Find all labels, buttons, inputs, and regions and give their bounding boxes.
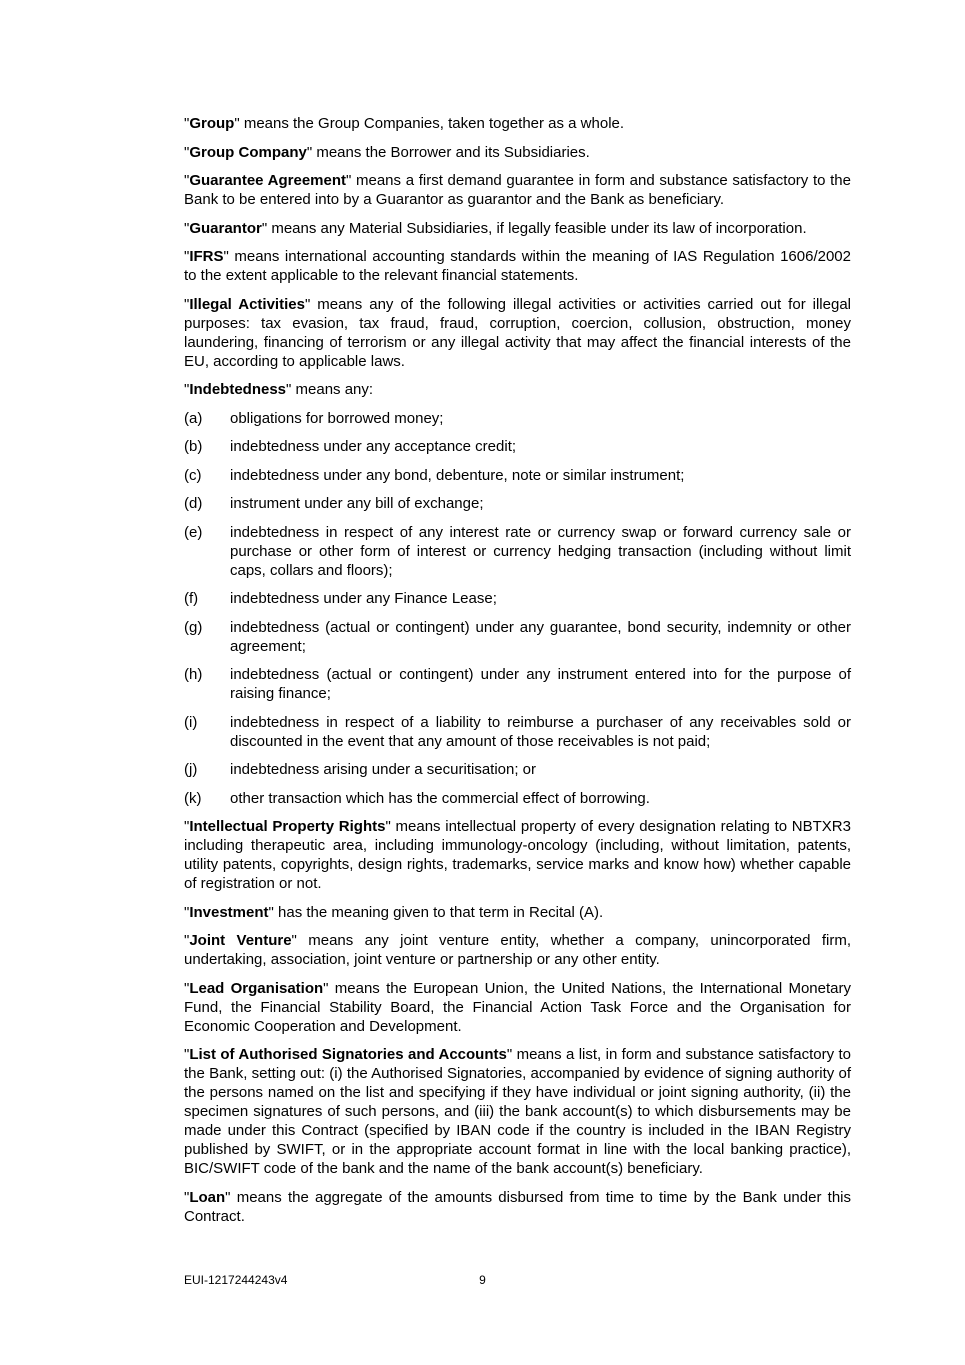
list-item-label: (b): [184, 438, 203, 455]
definition-term: Indebtedness: [189, 381, 287, 398]
definition-term: IFRS: [189, 248, 224, 265]
list-item-label: (a): [184, 409, 203, 427]
list-item-label: (h): [184, 666, 203, 683]
list-item-label: (k): [184, 789, 202, 807]
definition-joint-venture: "Joint Venture" means any joint venture entity, whether a company, unincorporated firm, undertaking, association, joint venture or partnership or any other entity.: [184, 932, 851, 968]
definition-text: means a first demand guarantee in form and substance satisfactory to the Bank to be entered into by a Guarantor as guarantor and the Bank as beneficiary.: [184, 172, 851, 208]
definition-text: means any:: [291, 381, 374, 398]
list-item-text: instrument under any bill of exchange;: [230, 495, 484, 512]
list-item: [184, 466, 851, 485]
definition-guarantor: "Guarantor" means any Material Subsidiaries, if legally feasible under its law of incorporation.: [184, 219, 807, 237]
definition-term: Joint Venture: [189, 932, 292, 949]
definition-term: Loan: [189, 1188, 226, 1206]
definition-term: Group Company: [189, 143, 307, 161]
list-item-text: indebtedness arising under a securitisation; or: [230, 761, 537, 778]
definition-group: "Group" means the Group Companies, taken together as a whole.: [184, 115, 625, 132]
document-body: [184, 114, 851, 1235]
list-item-label: (f): [184, 590, 199, 607]
definition-text: means the aggregate of the amounts disbursed from time to time by the Bank under this Contract.: [184, 1188, 851, 1225]
definition-term: Guarantor: [189, 219, 262, 237]
list-item-label: (g): [184, 618, 203, 636]
definition-lead-organisation: "Lead Organisation" means the European Union, the United Nations, the International Monetary Fund, the Financial Stability Board, the Financial Action Task Force and the Organisation for Economic Cooperation and Development.: [184, 979, 851, 1035]
list-item-label: (c): [184, 466, 202, 484]
definition-text: means the European Union, the United Nations, the International Monetary Fund, the Financial Stability Board, the Financial Action Task Force and the Organisation for Economic Cooperation and Development.: [184, 979, 851, 1035]
list-item-text: indebtedness under any Finance Lease;: [230, 590, 497, 607]
definition-ifrs: "IFRS" means international accounting standards within the meaning of IAS Regulation 1606/2002 to the extent applicable to the relevant financial statements.: [184, 248, 851, 284]
list-item-label: (e): [184, 523, 203, 541]
definition-text: means a list, in form and substance satisfactory to the Bank, setting out: (i) the Authorised Signatories, accompanied by evidence of signing authority of the persons named on the list and specifying if they have individual or joint signing authority, (ii) the specimen signatures of such persons, and (iii) the bank account(s) to which disbursements may be made under this Contract (specified by IBAN code if the country is included in the IBAN Registry published by SWIFT, or in the appropriate account format in line with the local banking practice), BIC/SWIFT code of the bank and the name of the bank account(s) beneficiary.: [184, 1046, 851, 1177]
list-item-text: indebtedness (actual or contingent) under any guarantee, bond security, indemnity or other agreement;: [230, 618, 851, 655]
indebtedness-list: [184, 409, 851, 808]
definition-term: Lead Organisation: [189, 979, 324, 997]
definition-text: means international accounting standards within the meaning of IAS Regulation 1606/2002 to the extent applicable to the relevant financial statements.: [184, 248, 851, 284]
list-item: [184, 523, 851, 580]
definition-text: means intellectual property of every designation relating to NBTXR3 including therapeutic area, including immunology-oncology (including, without limitation, patents, utility patents, copyrights, design rights, trademarks, service marks and know how) whether capable of registration or not.: [184, 818, 851, 892]
definition-investment: "Investment" has the meaning given to that term in Recital (A).: [184, 903, 604, 921]
definition-term: List of Authorised Signatories and Accounts: [189, 1046, 507, 1063]
definition-text: means the Borrower and its Subsidiaries.: [312, 143, 590, 161]
definition-text: means any joint venture entity, whether a company, unincorporated firm, undertaking, association, joint venture or partnership or any other entity.: [184, 932, 851, 968]
definition-term: Illegal Activities: [189, 295, 305, 313]
definition-indebtedness: "Indebtedness" means any:: [184, 381, 374, 398]
list-item-text: indebtedness under any bond, debenture, note or similar instrument;: [230, 466, 685, 484]
list-item: [184, 589, 851, 608]
list-item: [184, 665, 851, 703]
list-item: [184, 760, 851, 779]
list-item-text: indebtedness in respect of any interest rate or currency swap or forward currency sale or purchase or other form of interest or currency hedging transaction (including without limit caps, collars and floors);: [230, 523, 851, 579]
list-item: [184, 409, 851, 428]
definition-guarantee-agreement: "Guarantee Agreement" means a first demand guarantee in form and substance satisfactory to the Bank to be entered into by a Guarantor as guarantor and the Bank as beneficiary.: [184, 172, 851, 208]
list-item-text: indebtedness (actual or contingent) under any instrument entered into for the purpose of raising finance;: [230, 666, 851, 702]
definition-illegal-activities: "Illegal Activities" means any of the following illegal activities or activities carried out for illegal purposes: tax evasion, tax fraud, fraud, corruption, coercion, collusion, obstruction, money laundering, financing of terrorism or any illegal activity that may affect the financial interests of the EU, according to applicable laws.: [184, 295, 852, 370]
list-item: [184, 494, 851, 513]
list-item: [184, 713, 851, 751]
definition-intellectual-property-rights: "Intellectual Property Rights" means intellectual property of every designation relating to NBTXR3 including therapeutic area, including immunology-oncology (including, without limitation, patents, utility patents, copyrights, design rights, trademarks, service marks and know how) whether capable of registration or not.: [184, 818, 851, 892]
list-item-text: indebtedness in respect of a liability to reimburse a purchaser of any receivables sold or discounted in the event that any amount of those receivables is not paid;: [230, 713, 851, 750]
list-item: [184, 789, 851, 808]
list-item-text: indebtedness under any acceptance credit;: [230, 438, 517, 455]
definition-term: Group: [189, 115, 235, 132]
definition-term: Intellectual Property Rights: [189, 818, 386, 835]
definition-term: Guarantee Agreement: [189, 172, 346, 189]
definition-text: has the meaning given to that term in Recital (A).: [273, 903, 604, 921]
list-item-label: (i): [184, 713, 198, 731]
list-item: [184, 437, 851, 456]
list-item-text: other transaction which has the commercial effect of borrowing.: [230, 789, 650, 807]
definition-term: Investment: [189, 903, 269, 921]
page-number: 9: [479, 1273, 486, 1287]
definition-text: means any Material Subsidiaries, if legally feasible under its law of incorporation.: [267, 219, 807, 237]
list-item-label: (d): [184, 495, 203, 512]
definition-text: means any of the following illegal activities or activities carried out for illegal purposes: tax evasion, tax fraud, fraud, corruption, coercion, collusion, obstruction, money laundering, financing of terrorism or any illegal activity that may affect the financial interests of the EU, according to applicable laws.: [184, 295, 852, 370]
definition-list-of-authorised-signatories: "List of Authorised Signatories and Accounts" means a list, in form and substance satisfactory to the Bank, setting out: (i) the Authorised Signatories, accompanied by evidence of signing authority of the persons named on the list and specifying if they have individual or joint signing authority, (ii) the specimen signatures of such persons, and (iii) the bank account(s) to which disbursements may be made under this Contract (specified by IBAN code if the country is included in the IBAN Registry published by SWIFT, or in the appropriate account format in line with the local banking practice), BIC/SWIFT code of the bank and the name of the bank account(s) beneficiary.: [184, 1046, 851, 1177]
definition-text: means the Group Companies, taken together as a whole.: [239, 115, 625, 132]
list-item: [184, 618, 851, 656]
document-reference: EUI-1217244243v4: [184, 1273, 288, 1287]
list-item-text: obligations for borrowed money;: [230, 409, 444, 427]
list-item-label: (j): [184, 761, 198, 778]
definition-loan: "Loan" means the aggregate of the amounts disbursed from time to time by the Bank under this Contract.: [184, 1188, 851, 1225]
definition-group-company: "Group Company" means the Borrower and its Subsidiaries.: [184, 143, 590, 161]
